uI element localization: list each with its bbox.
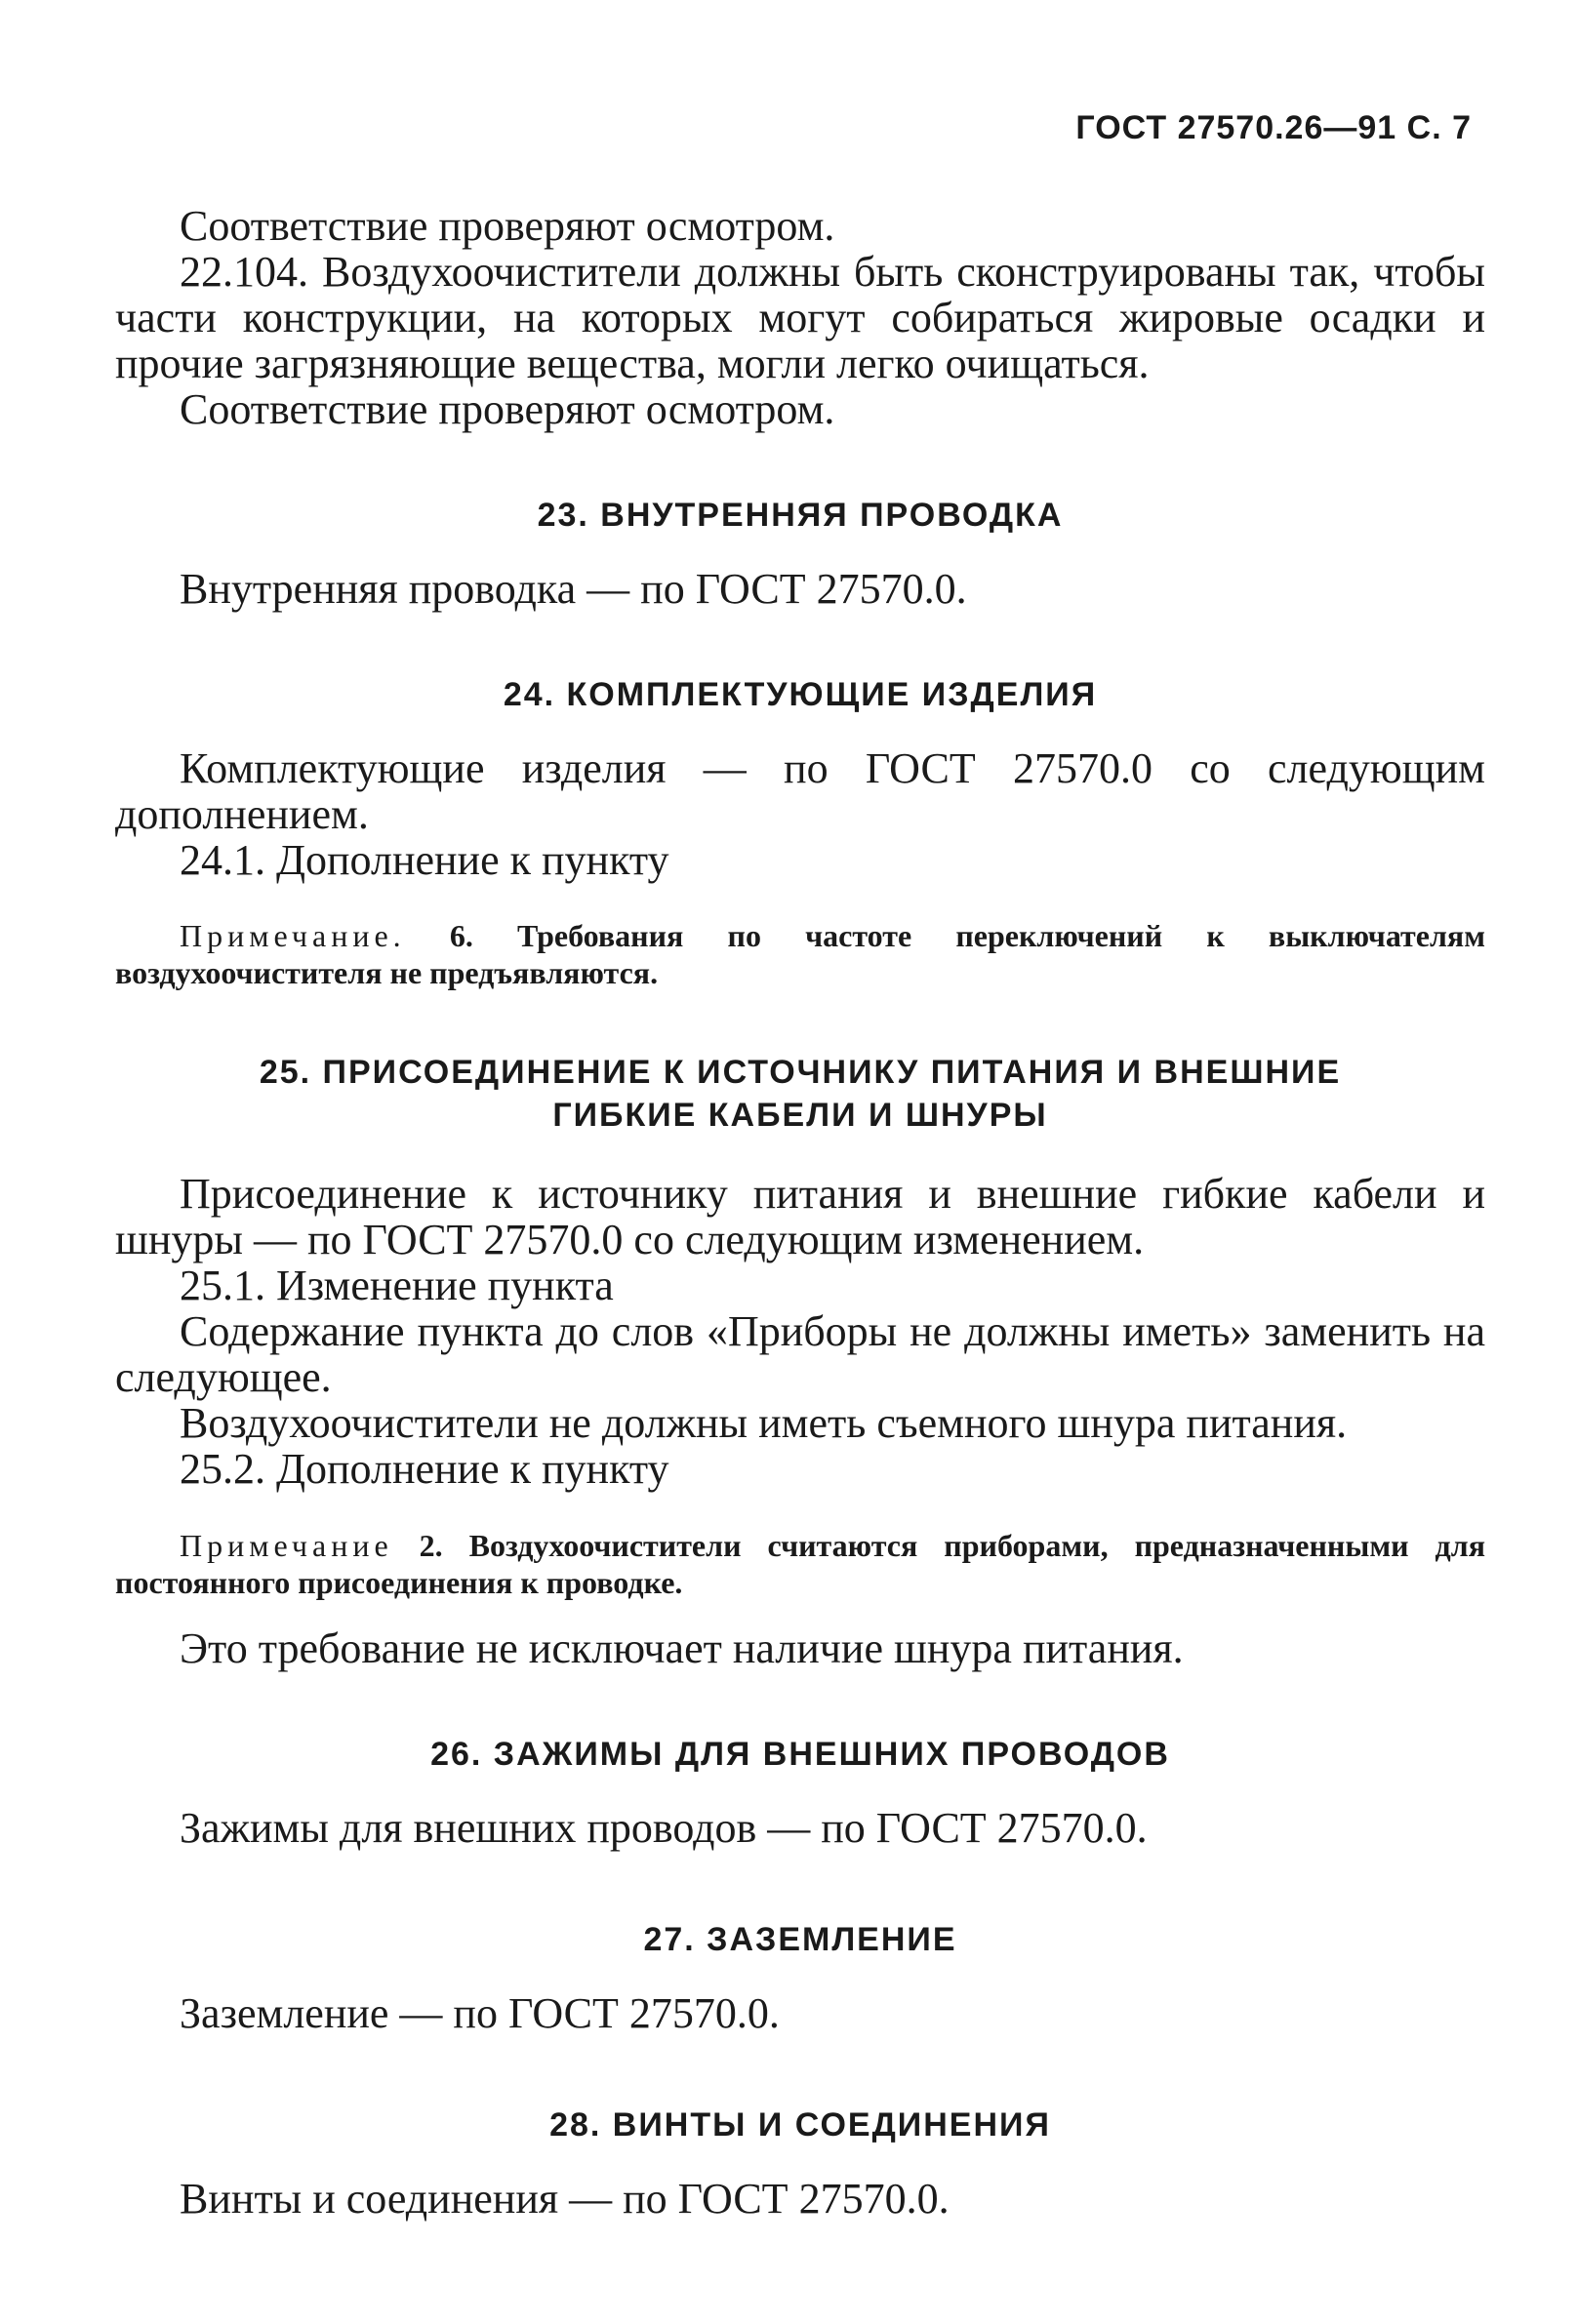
section-23-heading: 23. ВНУТРЕННЯЯ ПРОВОДКА bbox=[537, 497, 1064, 534]
page-header: ГОСТ 27570.26—91 С. 7 bbox=[1075, 109, 1472, 146]
paragraph-22-104: 22.104. Воздухоочистители должны быть сконструированы так, чтобы части конструкции, на которых могут собираться жировые осадки и прочие загрязняющие вещества, могли легко очищаться. bbox=[115, 248, 1485, 387]
section-26-text: Зажимы для внешних проводов — по ГОСТ 27570.0. bbox=[180, 1804, 1148, 1852]
section-28-text: Винты и соединения — по ГОСТ 27570.0. bbox=[180, 2175, 950, 2223]
section-24-text: Комплектующие изделия — по ГОСТ 27570.0 со следующим дополнением. bbox=[115, 744, 1485, 838]
section-23-text: Внутренняя проводка — по ГОСТ 27570.0. bbox=[180, 565, 967, 613]
section-25-item-2: 25.2. Дополнение к пункту bbox=[180, 1445, 669, 1493]
section-25-heading-line-2: ГИБКИЕ КАБЕЛИ И ШНУРЫ bbox=[552, 1097, 1048, 1134]
section-25-item-1-text: Содержание пункта до слов «Приборы не должны иметь» заменить на следующее. bbox=[115, 1307, 1485, 1401]
section-25-heading-line-1: 25. ПРИСОЕДИНЕНИЕ К ИСТОЧНИКУ ПИТАНИЯ И ВНЕШНИЕ bbox=[259, 1054, 1342, 1091]
note-label: Примечание. bbox=[180, 918, 406, 953]
section-25-heading bbox=[115, 1051, 1485, 1137]
section-27-text: Заземление — по ГОСТ 27570.0. bbox=[180, 1989, 780, 2037]
section-25-item-1-text-2: Воздухоочистители не должны иметь съемного шнура питания. bbox=[180, 1399, 1348, 1447]
note-label: Примечание bbox=[180, 1528, 393, 1563]
section-25-text: Присоединение к источнику питания и внешние гибкие кабели и шнуры — по ГОСТ 27570.0 со следующим изменением. bbox=[115, 1170, 1485, 1263]
paragraph-check-1: Соответствие проверяют осмотром. bbox=[180, 202, 835, 250]
section-25-item-1: 25.1. Изменение пункта bbox=[180, 1262, 614, 1309]
note-text: 6. Требования по частоте переключений к выключателям воздухоочистителя не предъявляются. bbox=[115, 918, 1486, 990]
section-25-after-note: Это требование не исключает наличие шнура питания. bbox=[180, 1624, 1184, 1672]
section-24-note bbox=[115, 917, 1485, 991]
section-27-heading: 27. ЗАЗЕМЛЕНИЕ bbox=[643, 1921, 957, 1958]
section-26-heading: 26. ЗАЖИМЫ ДЛЯ ВНЕШНИХ ПРОВОДОВ bbox=[430, 1736, 1170, 1773]
paragraph-check-2: Соответствие проверяют осмотром. bbox=[180, 385, 835, 433]
section-28-heading: 28. ВИНТЫ И СОЕДИНЕНИЯ bbox=[549, 2106, 1051, 2144]
section-24-item-1: 24.1. Дополнение к пункту bbox=[180, 836, 669, 884]
section-25-note bbox=[115, 1527, 1485, 1601]
section-24-heading: 24. КОМПЛЕКТУЮЩИЕ ИЗДЕЛИЯ bbox=[503, 676, 1098, 713]
note-text: 2. Воздухоочистители считаются приборами, предназначенными для постоянного присоединения к проводке. bbox=[115, 1528, 1486, 1600]
